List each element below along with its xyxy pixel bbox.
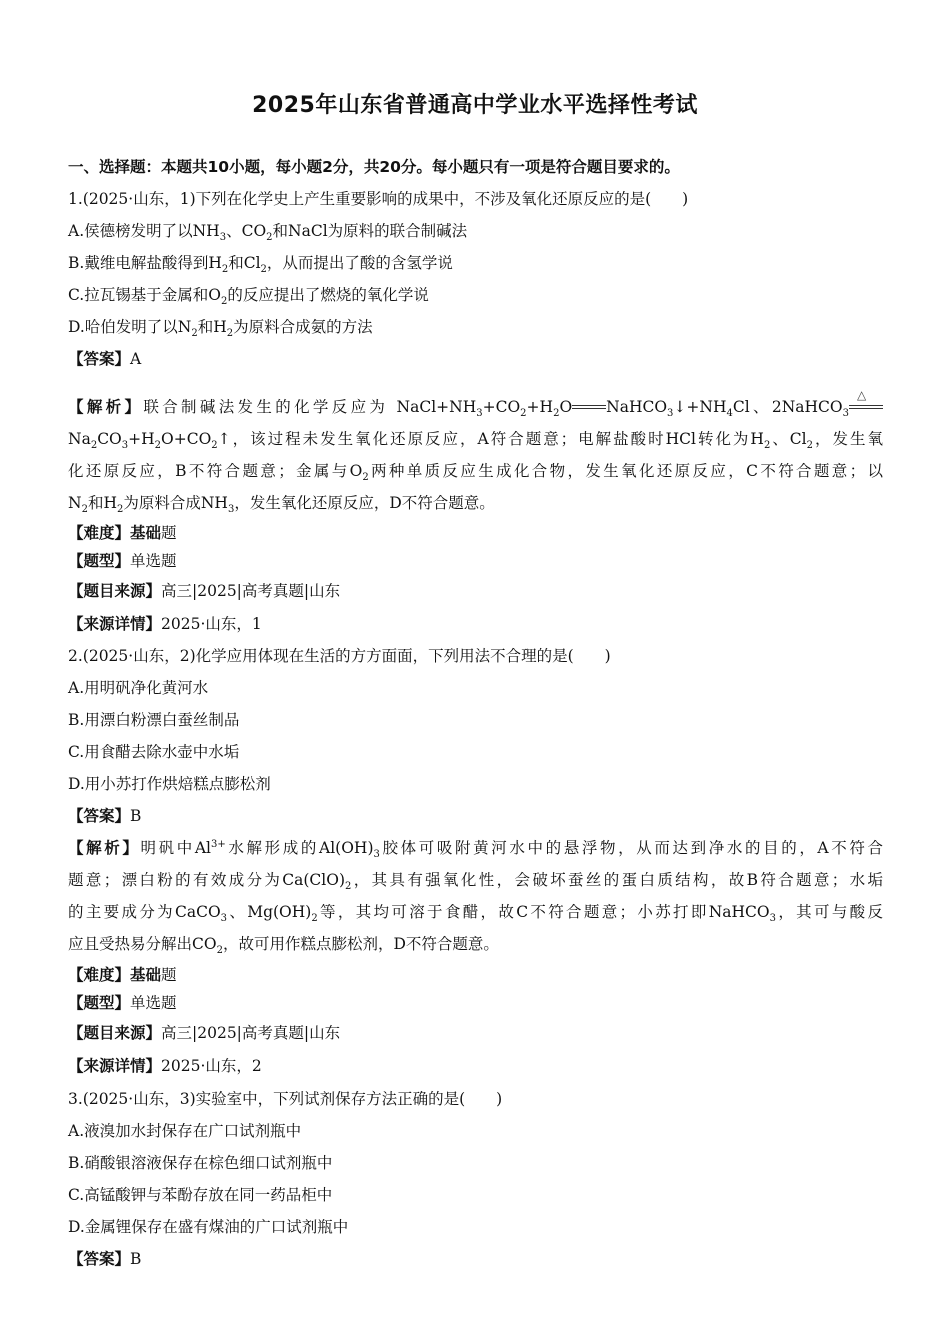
heating-symbol: △ [856,388,867,402]
q1-stem: 1.(2025·山东，1)下列在化学史上产生重要影响的成果中，不涉及氧化还原反应的是( ) [68,190,689,208]
q1-option-b: B.戴维电解盐酸得到$H_2$和$Cl_2$，从而提出了酸的含氢学说 [68,254,453,276]
q3-option-b: B.硝酸银溶液保存在棕色细口试剂瓶中 [68,1154,333,1172]
q1-analysis-line-4: $N_2$和$H_2$为原料合成$NH_3$，发生氧化还原反应，D不符合题意。 [68,494,495,516]
q2-source: 【题目来源】高三|2025|高考真题|山东 [68,1024,341,1042]
q2-option-b: B.用漂白粉漂白蚕丝制品 [68,711,240,729]
q2-option-d: D.用小苏打作烘焙糕点膨松剂 [68,775,271,793]
q3-option-c: C.高锰酸钾与苯酚存放在同一药品柜中 [68,1186,333,1204]
q3-option-d: D.金属锂保存在盛有煤油的广口试剂瓶中 [68,1218,349,1236]
q2-analysis-line-2: 题意；漂白粉的有效成分为$Ca(ClO)_2$，其具有强氧化性，会破坏蚕丝的蛋白质结构，故B符合题意；水垢 [68,871,883,893]
q1-source: 【题目来源】高三|2025|高考真题|山东 [68,582,341,600]
q3-answer: 【答案】B [68,1250,142,1268]
q1-option-c: C.拉瓦锡基于金属和$O_2$的反应提出了燃烧的氧化学说 [68,286,429,308]
q3-option-a: A.液溴加水封保存在广口试剂瓶中 [68,1122,302,1140]
q1-answer: 【答案】A [68,350,142,368]
q1-analysis-line-2: $Na_2CO_3+H_2O+CO_2↑$，该过程未发生氧化还原反应，A符合题意；电解盐酸时HCl转化为$H_2$、$Cl_2$，发生氧 [68,430,883,452]
q2-source-detail: 【来源详情】2025·山东，2 [68,1057,262,1075]
q1-source-detail: 【来源详情】2025·山东，1 [68,615,262,633]
q1-analysis-line-3: 化还原反应，B不符合题意；金属与$O_2$两种单质反应生成化合物，发生氧化还原反应，C不符合题意；以 [68,462,883,484]
q1-option-d: D.哈伯发明了以$N_2$和$H_2$为原料合成氨的方法 [68,318,373,340]
q2-analysis-line-3: 的主要成分为CaCO$_3$、$Mg(OH)_2$等，其均可溶于食醋，故C不符合题意；小苏打即NaHCO$_3$，其可与酸反 [68,903,883,925]
q1-difficulty: 【难度】基础题 [68,524,177,542]
q2-option-c: C.用食醋去除水壶中水垢 [68,743,240,761]
q2-type: 【题型】单选题 [68,994,177,1012]
q1-type: 【题型】单选题 [68,552,177,570]
q3-stem: 3.(2025·山东，3)实验室中，下列试剂保存方法正确的是( ) [68,1090,503,1108]
q1-option-a: A.侯德榜发明了以$NH_3$、$CO_2$和NaCl为原料的联合制碱法 [68,222,468,244]
q2-answer: 【答案】B [68,807,142,825]
q2-difficulty: 【难度】基础题 [68,966,177,984]
q1-analysis-line-1: 【解析】联合制碱法发生的化学反应为 $NaCl+NH_3+CO_2+H_2O$ $NaHCO_3↓+NH_4Cl$、2NaHCO$_3$ △ [68,396,883,418]
section-header: 一、选择题：本题共10小题，每小题2分，共20分。每小题只有一项是符合题目要求的。 [68,158,680,176]
q2-option-a: A.用明矾净化黄河水 [68,679,209,697]
q2-stem: 2.(2025·山东，2)化学应用体现在生活的方方面面，下列用法不合理的是( ) [68,647,611,665]
page-title: 2025年山东省普通高中学业水平选择性考试 [252,93,698,118]
q2-analysis-line-4: 应且受热易分解出$CO_2$，故可用作糕点膨松剂，D不符合题意。 [68,935,499,957]
q2-analysis-line-1: 【解析】明矾中$Al^{3+}$水解形成的$Al(OH)_3$胶体可吸附黄河水中的悬浮物，从而达到净水的目的，A不符合 [68,838,883,861]
